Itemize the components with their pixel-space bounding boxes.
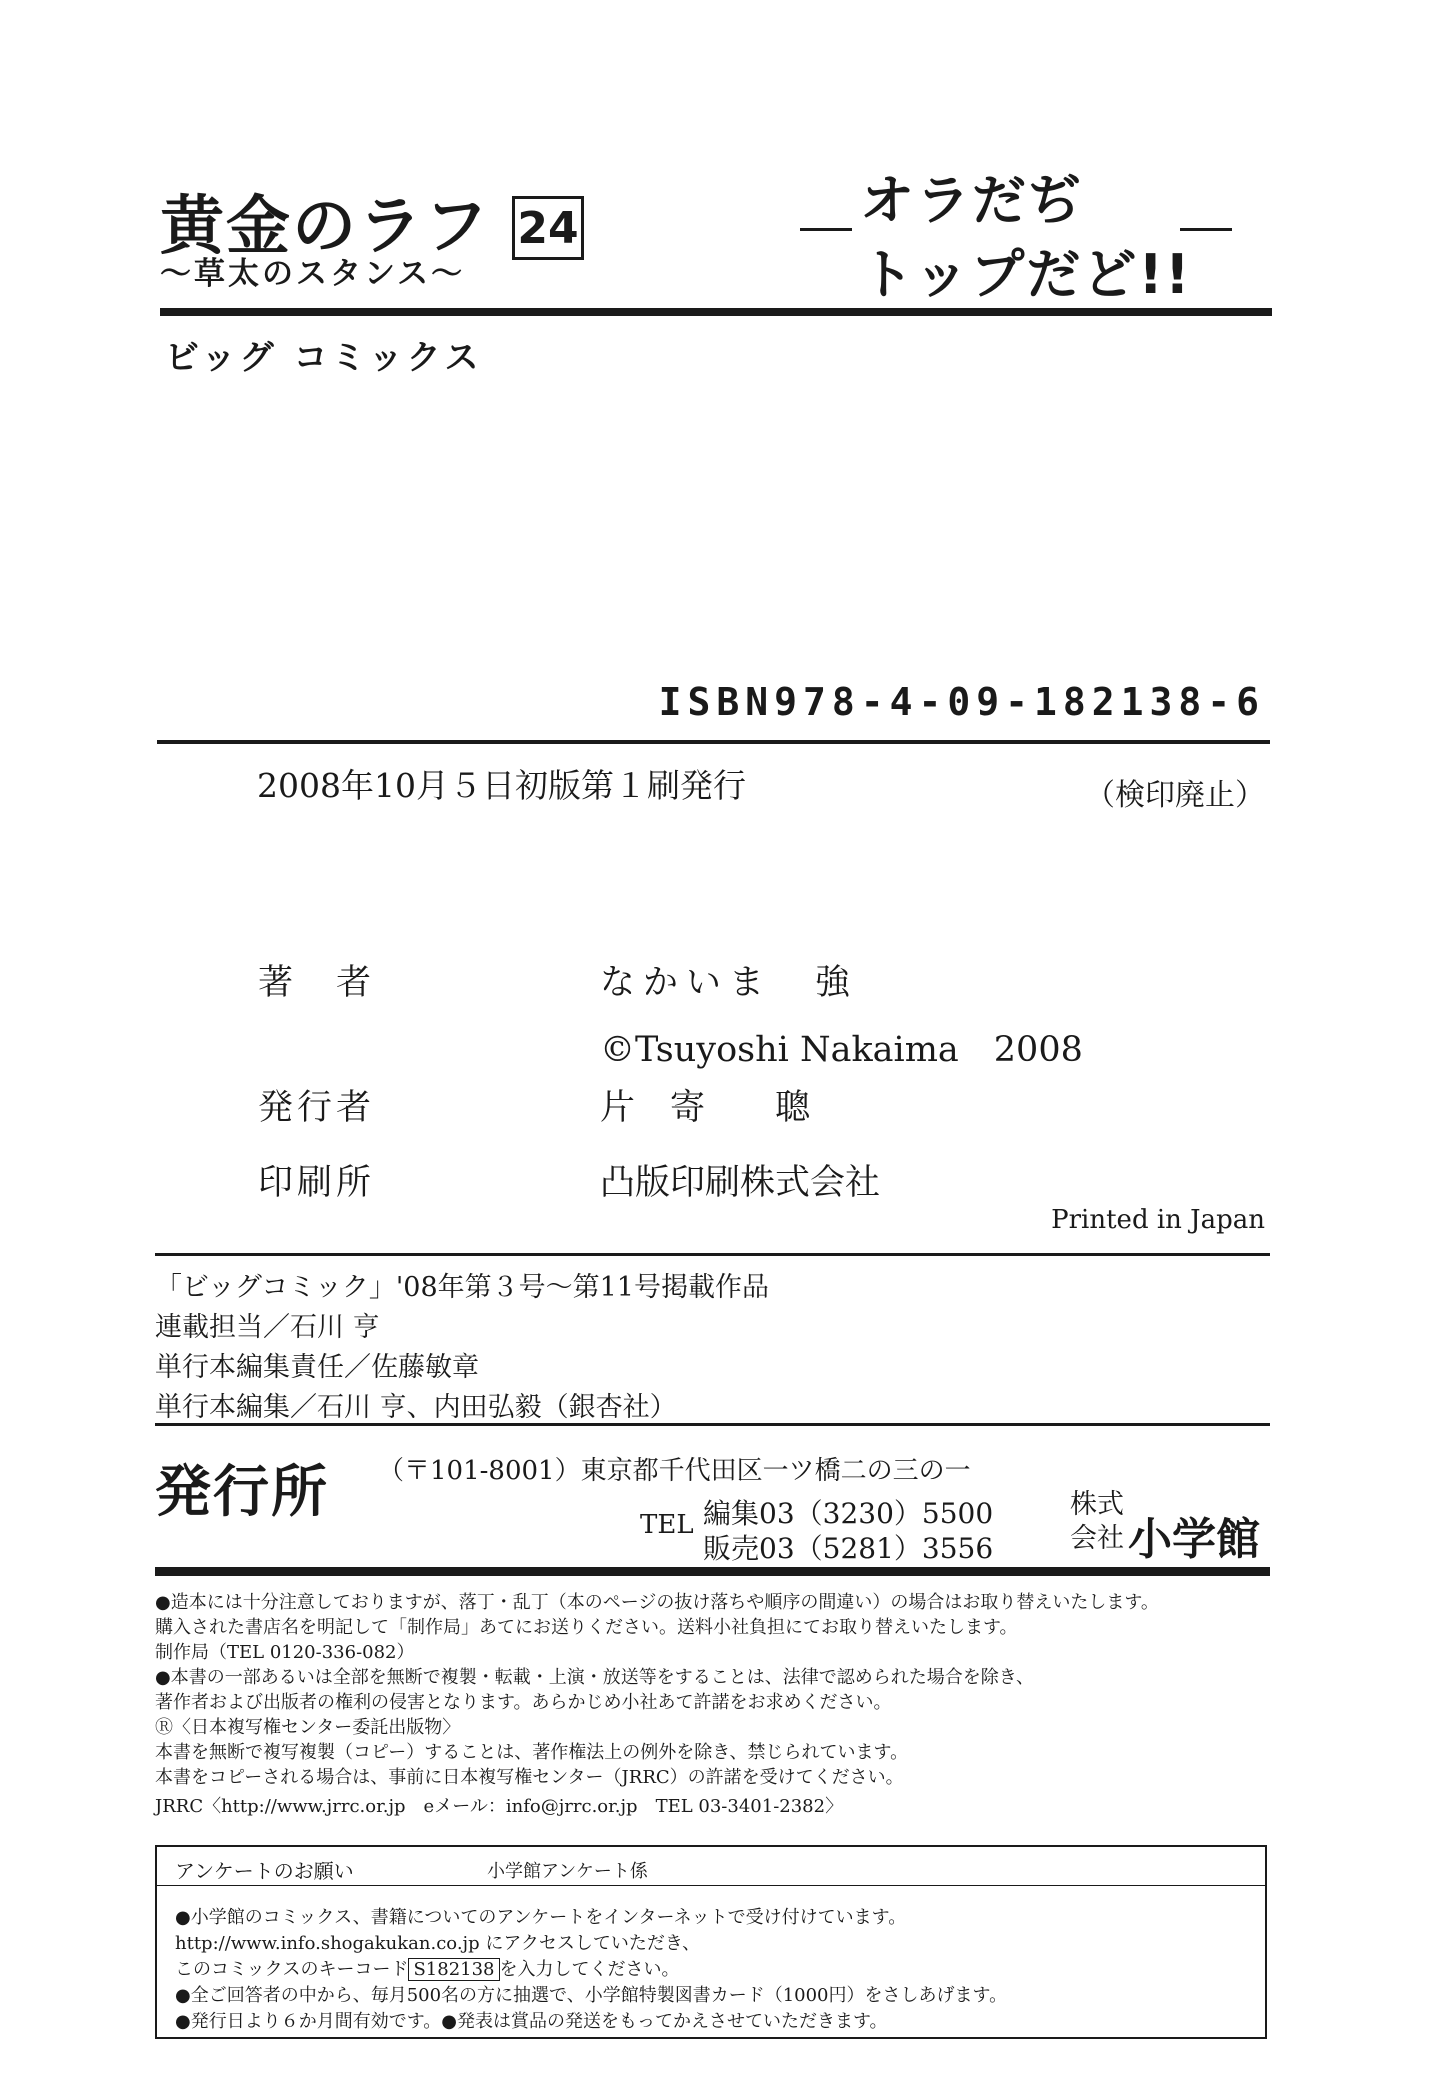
survey-url-line: http://www.info.shogakukan.co.jp にアクセスしていただき、 [175,1933,701,1954]
author-label: 著 者 [258,963,376,1003]
isbn: ISBN978-4-09-182138-6 [658,680,1265,724]
survey-line: ●全ご回答者の中から、毎月500名の方に抽選で、小学館特製図書カード（1000円）をさしあげます。 [175,1985,1008,2006]
serial-editor-line: 連載担当／石川 亨 [155,1312,380,1343]
publisher-label: 発行者 [258,1088,376,1128]
serialization-line: 「ビッグコミック」'08年第３号〜第11号掲載作品 [155,1272,769,1303]
survey-divider [157,1885,1265,1886]
printer-label: 印刷所 [258,1163,376,1203]
note-line: ●造本には十分注意しておりますが、落丁・乱丁（本のページの抜け落ちや順序の間違い）の場合はお取り替えいたします。 [155,1592,1159,1613]
note-line: 本書をコピーされる場合は、事前に日本複写権センター（JRRC）の許諾を受けてください。 [155,1767,904,1788]
copyright: ©Tsuyoshi Nakaima 2008 [600,1030,1083,1070]
note-line: 本書を無断で複写複製（コピー）することは、著作権法上の例外を除き、禁じられています。 [155,1742,909,1763]
note-line: ●本書の一部あるいは全部を無断で複製・転載・上演・放送等をすることは、法律で認められた場合を除き、 [155,1667,1034,1688]
series-name: ビッグ コミックス [165,338,483,378]
note-line: Ⓡ〈日本複写権センター委託出版物〉 [155,1717,461,1738]
tel-editorial: 編集03（3230）5500 [703,1497,994,1530]
company-type-line-1: 株式 [1070,1489,1124,1520]
publisher-thick-rule [155,1567,1270,1576]
survey-keycode-line [175,1955,680,1981]
author-name: なかいま 強 [600,963,859,1003]
survey-line: ●発行日より６か月間有効です。●発表は賞品の発送をもってかえさせていただきます。 [175,2011,888,2032]
survey-dept: 小学館アンケート係 [487,1861,648,1882]
printer-name: 凸版印刷株式会社 [600,1163,881,1203]
editor-in-charge-line: 単行本編集責任／佐藤敏章 [155,1352,479,1383]
isbn-rule [157,740,1270,744]
book-title: 黄金のラフ [160,190,490,264]
tagline-dash-left [800,228,852,231]
publisher-office-label: 発行所 [155,1460,329,1525]
note-line: 制作局（TEL 0120-336-082） [155,1642,415,1663]
printed-in: Printed in Japan [1051,1205,1265,1235]
survey-line: ●小学館のコミックス、書籍についてのアンケートをインターネットで受け付けています。 [175,1907,907,1928]
header-thick-rule [160,308,1272,316]
survey-box [155,1845,1267,2039]
keycode: S182138 [408,1958,499,1981]
tagline-line-1: オラだぢ [860,169,1084,232]
credits-rule [155,1253,1270,1256]
note-line: 購入された書店名を明記して「制作局」あてにお送りください。送料小社負担にてお取り替えいたします。 [155,1617,1018,1638]
publisher-name: 片 寄 聰 [600,1088,811,1128]
volume-number-box: 24 [512,196,584,260]
publisher-address: （〒101-8001）東京都千代田区一ツ橋二の三の一 [378,1456,971,1486]
serialization-rule [155,1423,1270,1426]
seal-note: （検印廃止） [1085,778,1265,813]
tagline-line-2: トップだど!! [860,243,1192,306]
note-line: 著作者および出版者の権利の侵害となります。あらかじめ小社あて許諾をお求めください。 [155,1692,892,1713]
tel-sales: 販売03（5281）3556 [703,1532,994,1565]
tagline-dash-right [1180,228,1232,231]
book-subtitle: 〜草太のスタンス〜 [160,256,466,292]
company-name: 小学館 [1128,1514,1260,1565]
company-type-line-2: 会社 [1070,1523,1124,1554]
tel-label: TEL [640,1510,694,1540]
keycode-prefix: このコミックスのキーコード [175,1959,409,1980]
publication-date: 2008年10月５日初版第１刷発行 [257,766,746,805]
keycode-suffix: を入力してください。 [499,1959,680,1980]
book-editor-line: 単行本編集／石川 亨、内田弘毅（銀杏社） [155,1392,677,1423]
survey-heading: アンケートのお願い [175,1859,354,1883]
note-line: JRRC〈http://www.jrrc.or.jp eメール：info@jrrc.or.jp TEL 03-3401-2382〉 [155,1796,844,1817]
company-type [1070,1488,1124,1556]
